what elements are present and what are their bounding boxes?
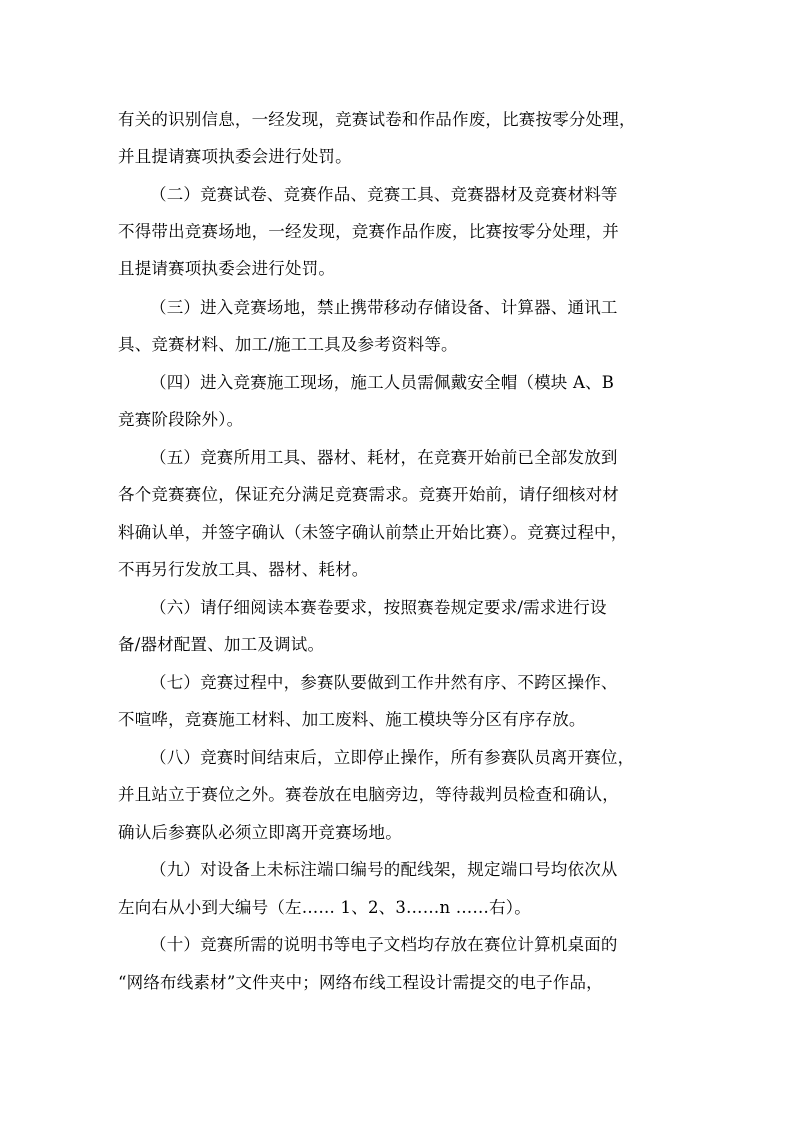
paragraph-line: 不喧哗，竞赛施工材料、加工废料、施工模块等分区有序存放。 (118, 710, 586, 729)
paragraph-line: “网络布线素材”文件夹中；网络布线工程设计需提交的电子作品， (118, 973, 603, 992)
paragraph-line: 左向右从小到大编号（左…… 1、2、3……n ……右）。 (118, 898, 531, 917)
paragraph-line: 料确认单，并签字确认（未签字确认前禁止开始比赛）。竞赛过程中， (118, 523, 628, 542)
paragraph-line: （六）请仔细阅读本赛卷要求，按照赛卷规定要求/需求进行设 (150, 598, 607, 617)
paragraph-line: （二）竞赛试卷、竞赛作品、竞赛工具、竞赛器材及竞赛材料等 (150, 185, 618, 204)
paragraph-line: （五）竞赛所用工具、器材、耗材，在竞赛开始前已全部发放到 (150, 448, 618, 467)
paragraph-line: 不再另行发放工具、器材、耗材。 (118, 560, 369, 579)
paragraph-line: 确认后参赛队必须立即离开竞赛场地。 (118, 823, 402, 842)
paragraph-line: 备/器材配置、加工及调试。 (118, 635, 325, 654)
paragraph-line: （八）竞赛时间结束后，立即停止操作，所有参赛队员离开赛位， (150, 748, 635, 767)
paragraph-line: 各个竞赛赛位，保证充分满足竞赛需求。竞赛开始前，请仔细核对材 (118, 485, 619, 504)
paragraph-line: （九）对设备上未标注端口编号的配线架，规定端口号均依次从 (150, 860, 618, 879)
paragraph-line: 不得带出竞赛场地，一经发现，竞赛作品作废，比赛按零分处理，并 (118, 222, 619, 241)
paragraph-line: 具、竞赛材料、加工/施工工具及参考资料等。 (118, 335, 458, 354)
paragraph-line: （七）竞赛过程中，参赛队要做到工作井然有序、不跨区操作、 (150, 673, 618, 692)
paragraph-line: 有关的识别信息，一经发现，竞赛试卷和作品作废，比赛按零分处理， (118, 110, 636, 129)
paragraph-line: （四）进入竞赛施工现场，施工人员需佩戴安全帽（模块 A、B (150, 373, 615, 392)
paragraph-line: 并且站立于赛位之外。赛卷放在电脑旁边，等待裁判员检查和确认， (118, 785, 619, 804)
paragraph-line: 并且提请赛项执委会进行处罚。 (118, 147, 352, 166)
paragraph-line: 竞赛阶段除外）。 (118, 410, 244, 429)
paragraph-line: （十）竞赛所需的说明书等电子文档均存放在赛位计算机桌面的 (150, 935, 618, 954)
paragraph-line: （三）进入竞赛场地，禁止携带移动存储设备、计算器、通讯工 (150, 298, 618, 317)
paragraph-line: 且提请赛项执委会进行处罚。 (118, 259, 336, 278)
